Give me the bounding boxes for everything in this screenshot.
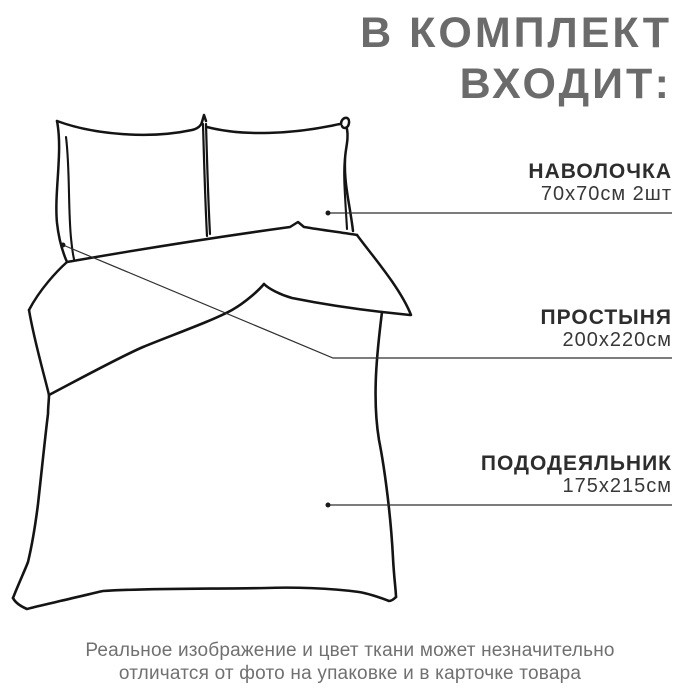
label-duvet-cover	[481, 452, 672, 498]
page-title-line2: ВХОДИТ:	[459, 60, 672, 108]
page-title	[360, 8, 672, 110]
disclaimer-line2: отличатся от фото на упаковке и в карточке товара	[118, 662, 582, 684]
pillowcase-name: НАВОЛОЧКА	[528, 160, 672, 183]
pillowcase-size: 70х70см 2шт	[540, 183, 672, 205]
label-pillowcase	[528, 160, 672, 206]
sheet-size: 200х220см	[562, 329, 672, 351]
leader-dot-sheet	[61, 243, 66, 248]
pillow-left-sketch	[56, 115, 207, 262]
disclaimer-line1: Реальное изображение и цвет ткани может незначительно	[85, 640, 615, 661]
leader-dot-pillowcase	[326, 211, 331, 216]
sheet-name: ПРОСТЫНЯ	[540, 306, 672, 329]
duvet-cover-size: 175х215см	[562, 475, 672, 497]
duvet-sketch	[13, 284, 410, 609]
duvet-cover-name: ПОДОДЕЯЛЬНИК	[480, 452, 672, 475]
label-sheet	[541, 306, 672, 352]
leader-dot-duvet	[326, 503, 331, 508]
pillow-right-sketch	[206, 118, 353, 234]
page-title-line1: В КОМПЛЕКТ	[360, 9, 672, 57]
disclaimer-text	[0, 640, 700, 685]
